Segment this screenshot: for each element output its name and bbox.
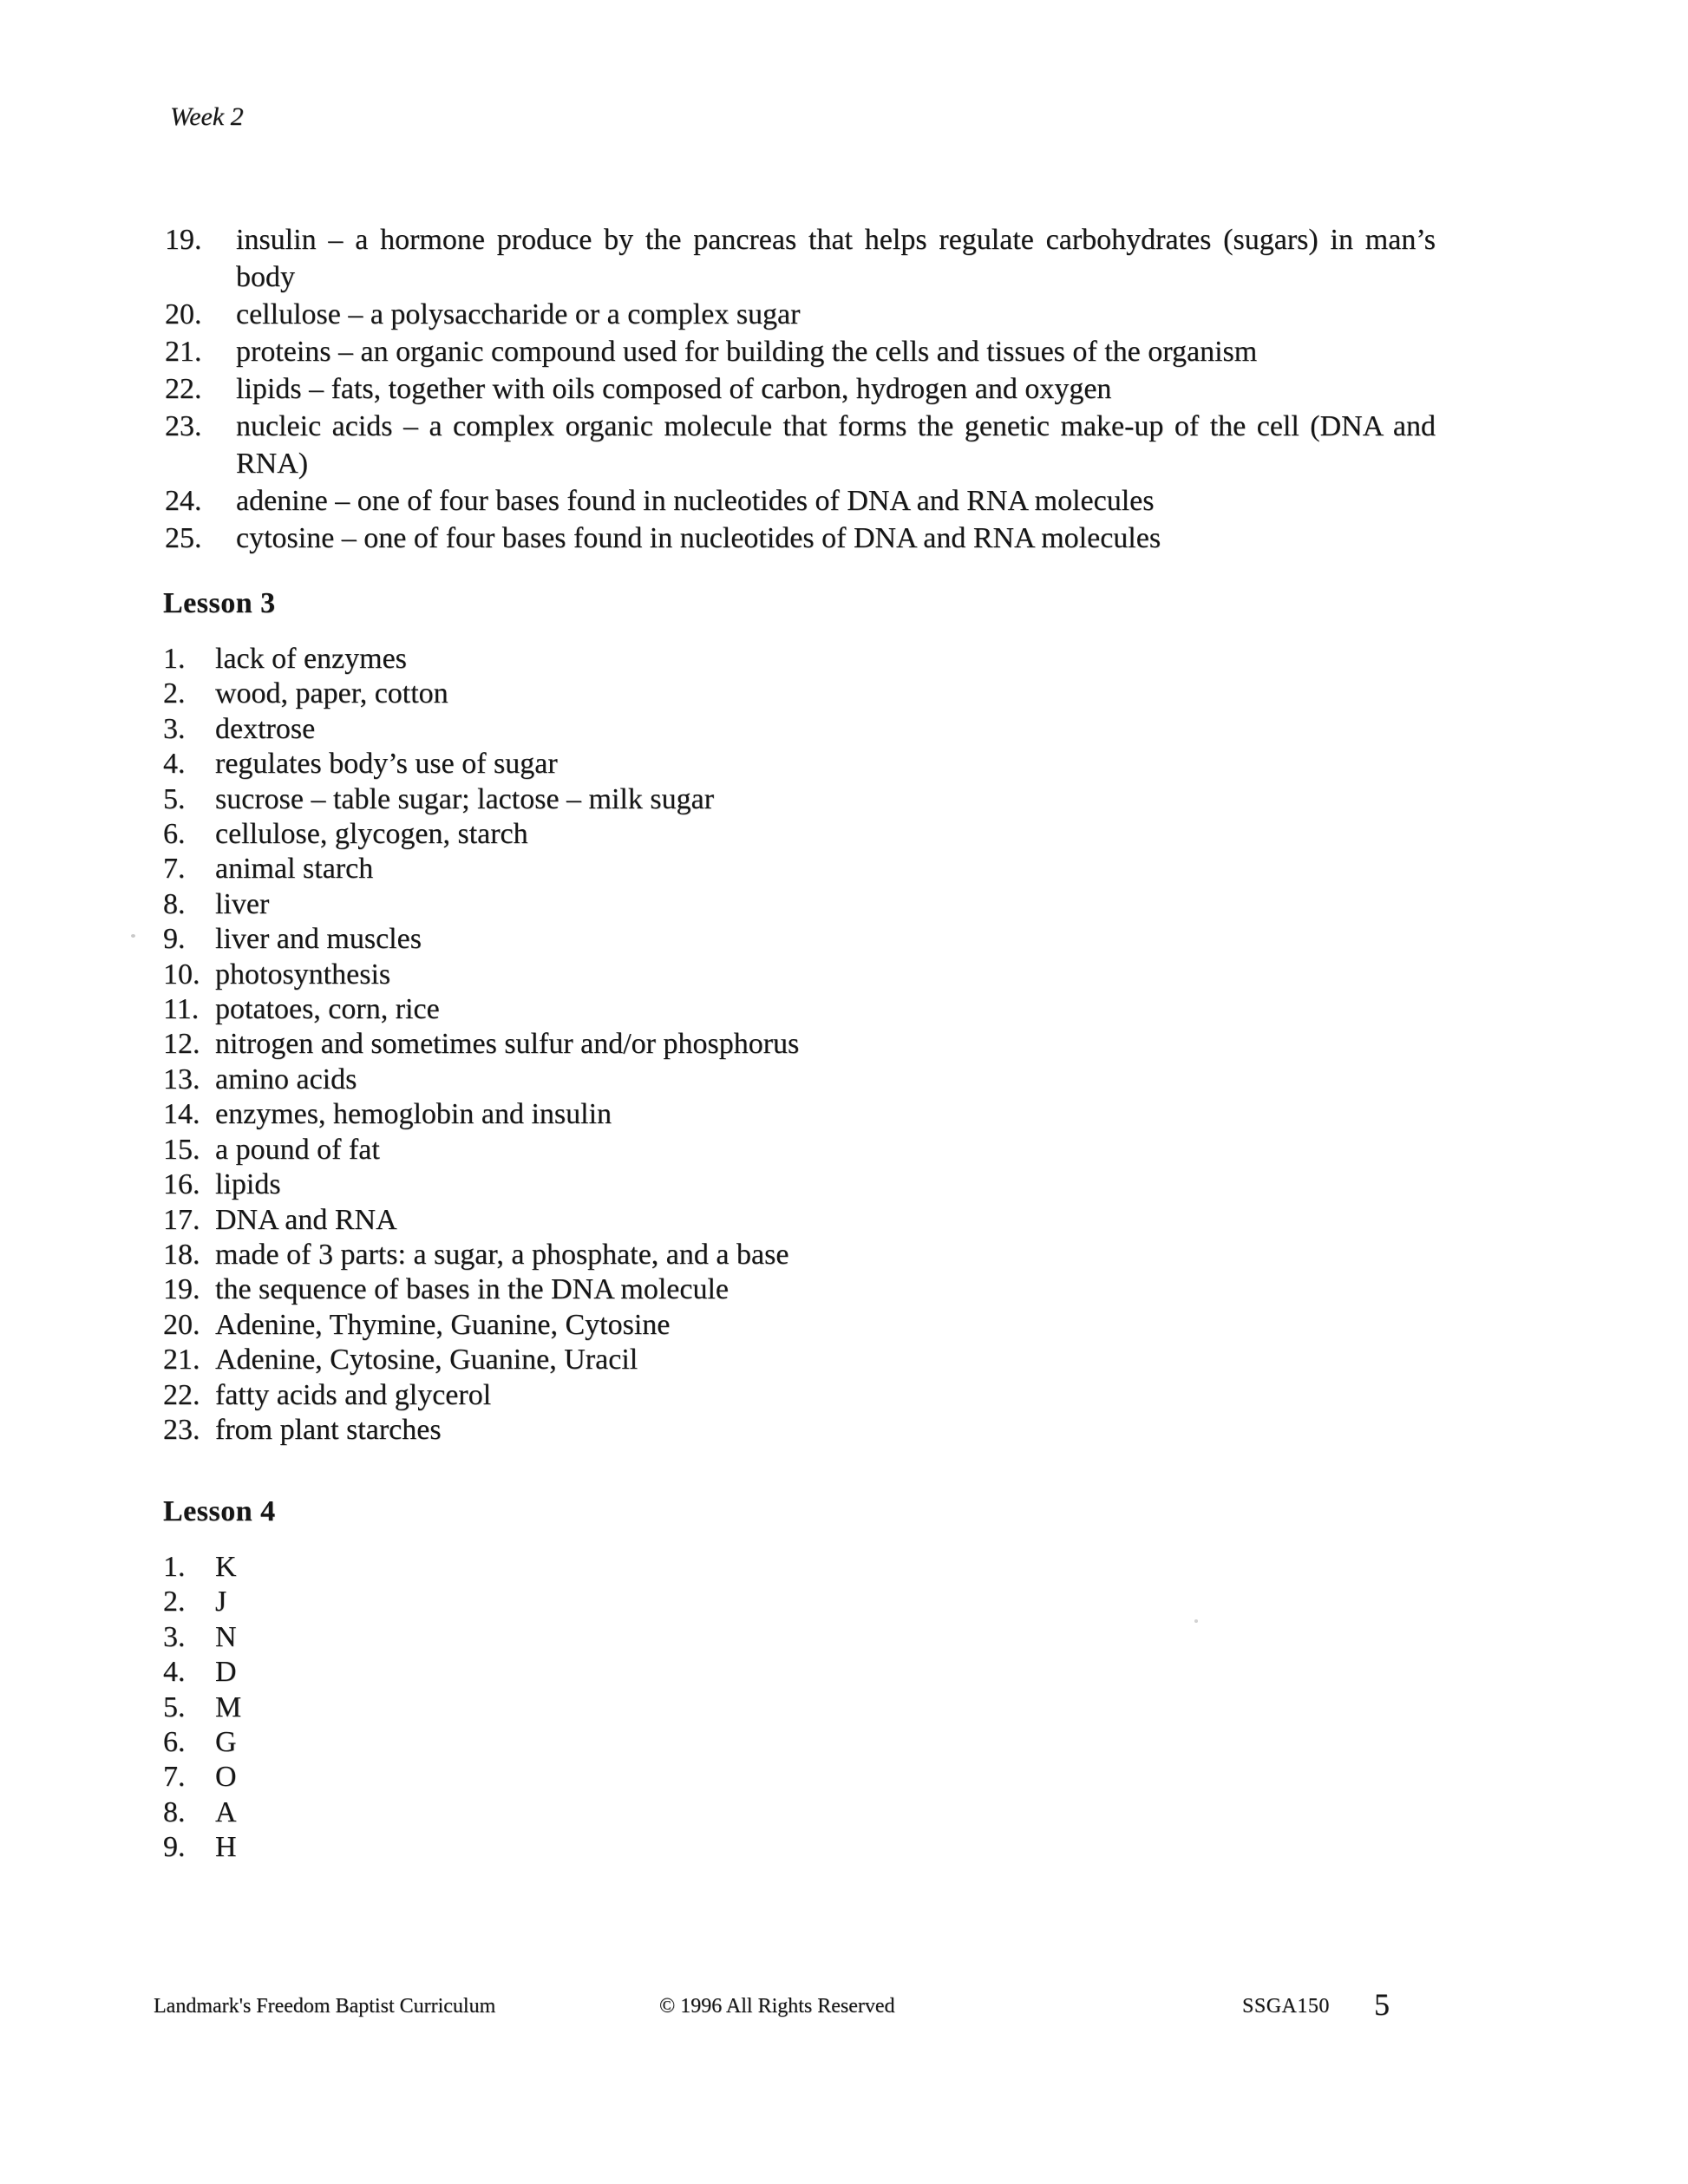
answer-item	[163, 1795, 684, 1830]
answer-item	[163, 1238, 1421, 1272]
answer-number: 20.	[163, 1308, 200, 1341]
answer-number: 17.	[163, 1203, 200, 1236]
lesson4-heading: Lesson 4	[163, 1495, 276, 1527]
answer-text: photosynthesis	[215, 958, 391, 991]
answer-number: 5.	[163, 782, 186, 815]
answer-item	[163, 1725, 684, 1760]
answer-text: M	[215, 1690, 242, 1723]
answer-item	[163, 992, 1421, 1027]
answer-item	[163, 1655, 684, 1690]
answer-number: 24.	[165, 485, 202, 517]
answer-text: lipids – fats, together with oils composed of carbon, hydrogen and oxygen	[236, 373, 1112, 405]
answer-item	[163, 1413, 1421, 1448]
answer-item	[165, 408, 1436, 482]
answer-item	[163, 958, 1421, 992]
answer-item	[163, 1272, 1421, 1307]
answer-number: 1.	[163, 1551, 186, 1583]
answer-text: H	[215, 1831, 237, 1864]
answer-number: 20.	[165, 298, 202, 330]
answer-text: liver and muscles	[215, 923, 422, 956]
answer-item	[165, 370, 1436, 408]
lesson3-answer-list	[163, 642, 1421, 1448]
answer-number: 25.	[165, 522, 202, 554]
answer-text: enzymes, hemoglobin and insulin	[215, 1098, 612, 1131]
answer-text: nucleic acids – a complex organic molecule that forms the genetic make-up of the cell (DNA and RNA)	[236, 410, 1436, 480]
answer-number: 15.	[163, 1133, 200, 1166]
answer-text: Adenine, Thymine, Guanine, Cytosine	[215, 1308, 671, 1341]
answer-text: A	[215, 1795, 237, 1828]
answer-item	[163, 1830, 684, 1865]
answer-text: K	[215, 1551, 237, 1583]
answer-item	[163, 1378, 1421, 1413]
answer-item	[163, 1133, 1421, 1167]
answer-text: made of 3 parts: a sugar, a phosphate, and a base	[215, 1238, 789, 1271]
answer-item	[163, 1343, 1421, 1377]
answer-item	[163, 817, 1421, 852]
answer-number: 19.	[165, 224, 202, 256]
answer-text: liver	[215, 887, 270, 920]
answer-number: 16.	[163, 1168, 200, 1201]
answer-item	[163, 1063, 1421, 1097]
answer-number: 18.	[163, 1238, 200, 1271]
answer-item	[163, 677, 1421, 711]
answer-text: D	[215, 1656, 237, 1689]
answer-item	[163, 642, 1421, 677]
answer-item	[163, 1585, 684, 1619]
answer-item	[163, 782, 1421, 817]
answer-number: 23.	[163, 1413, 200, 1446]
answer-number: 8.	[163, 887, 186, 920]
lesson3-heading: Lesson 3	[163, 587, 276, 619]
answer-item	[163, 712, 1421, 747]
answer-text: cellulose – a polysaccharide or a complex sugar	[236, 298, 801, 330]
answer-item	[165, 520, 1436, 557]
answer-item	[163, 887, 1421, 922]
answer-number: 6.	[163, 1726, 186, 1759]
answer-number: 4.	[163, 748, 186, 781]
answer-text: lack of enzymes	[215, 643, 407, 675]
answer-text: lipids	[215, 1168, 281, 1201]
answer-item	[163, 747, 1421, 781]
answer-number: 12.	[163, 1028, 200, 1061]
answer-number: 3.	[163, 712, 186, 745]
answer-number: 19.	[163, 1273, 200, 1306]
answer-text: cellulose, glycogen, starch	[215, 818, 528, 851]
answer-text: sucrose – table sugar; lactose – milk sugar	[215, 782, 715, 815]
answer-number: 11.	[163, 993, 200, 1026]
lesson4-answer-list	[163, 1550, 684, 1866]
answer-text: potatoes, corn, rice	[215, 993, 440, 1026]
answer-item	[165, 296, 1436, 333]
answer-item	[163, 1308, 1421, 1343]
answer-number: 14.	[163, 1098, 200, 1131]
answer-number: 2.	[163, 1586, 186, 1618]
answer-number: 5.	[163, 1690, 186, 1723]
answer-text: the sequence of bases in the DNA molecule	[215, 1273, 729, 1306]
answer-item	[163, 1203, 1421, 1238]
answer-number: 21.	[163, 1344, 200, 1376]
scan-speck	[131, 934, 135, 938]
answer-text: N	[215, 1620, 237, 1653]
answer-text: a pound of fat	[215, 1133, 380, 1166]
answer-number: 7.	[163, 1761, 186, 1794]
answer-text: dextrose	[215, 712, 316, 745]
product-code: SSGA150	[1242, 1995, 1330, 2017]
answer-number: 22.	[163, 1378, 200, 1411]
answer-item	[163, 922, 1421, 957]
answer-text: fatty acids and glycerol	[215, 1378, 492, 1411]
answer-text: wood, paper, cotton	[215, 677, 448, 710]
answer-text: Adenine, Cytosine, Guanine, Uracil	[215, 1344, 638, 1376]
answer-number: 6.	[163, 818, 186, 851]
answer-text: cytosine – one of four bases found in nucleotides of DNA and RNA molecules	[236, 522, 1161, 554]
answer-item	[163, 1097, 1421, 1132]
answer-number: 2.	[163, 677, 186, 710]
answer-number: 3.	[163, 1620, 186, 1653]
answer-item	[165, 482, 1436, 520]
answer-text: regulates body’s use of sugar	[215, 748, 558, 781]
answer-text: O	[215, 1761, 237, 1794]
answer-item	[165, 333, 1436, 370]
answer-number: 22.	[165, 373, 202, 405]
answer-text: DNA and RNA	[215, 1203, 397, 1236]
answer-text: insulin – a hormone produce by the pancreas that helps regulate carbohydrates (sugars) in man’s body	[236, 224, 1436, 293]
answer-text: amino acids	[215, 1063, 357, 1095]
curriculum-name: Landmark's Freedom Baptist Curriculum	[154, 1995, 496, 2017]
week-label: Week 2	[170, 102, 244, 131]
answer-text: G	[215, 1726, 237, 1759]
page-number: 5	[1374, 1987, 1390, 2022]
answer-number: 7.	[163, 853, 186, 886]
answer-number: 1.	[163, 643, 186, 675]
answer-item	[163, 1620, 684, 1655]
answer-item	[163, 1690, 684, 1725]
answer-text: proteins – an organic compound used for building the cells and tissues of the organism	[236, 336, 1258, 368]
answer-item	[163, 1167, 1421, 1202]
answer-text: nitrogen and sometimes sulfur and/or phosphorus	[215, 1028, 800, 1061]
answer-number: 9.	[163, 1831, 186, 1864]
answer-number: 10.	[163, 958, 200, 991]
answer-number: 8.	[163, 1795, 186, 1828]
answer-item	[163, 1550, 684, 1585]
answer-text: from plant starches	[215, 1413, 442, 1446]
answer-number: 9.	[163, 923, 186, 956]
answer-item	[163, 852, 1421, 886]
scan-speck	[1194, 1619, 1198, 1623]
answer-item	[163, 1027, 1421, 1062]
answer-number: 21.	[165, 336, 202, 368]
answer-text: J	[215, 1586, 227, 1618]
answer-number: 13.	[163, 1063, 200, 1095]
answer-text: animal starch	[215, 853, 374, 886]
answer-number: 23.	[165, 410, 202, 442]
answer-item	[165, 221, 1436, 296]
answer-text: adenine – one of four bases found in nucleotides of DNA and RNA molecules	[236, 485, 1155, 517]
answer-item	[163, 1760, 684, 1795]
copyright-notice: © 1996 All Rights Reserved	[659, 1995, 895, 2017]
answer-number: 4.	[163, 1656, 186, 1689]
week2-answer-list	[165, 221, 1436, 557]
